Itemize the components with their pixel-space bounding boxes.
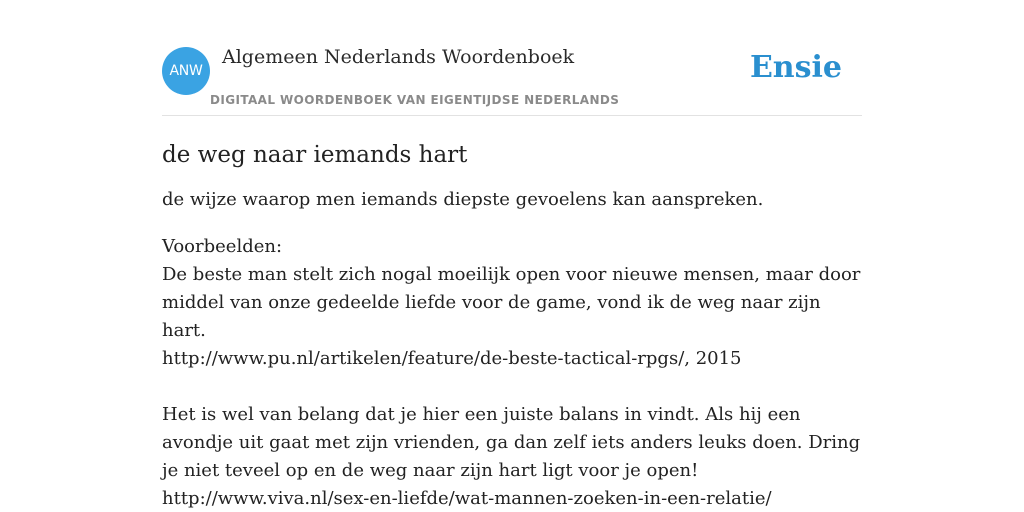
- example-source: http://www.pu.nl/artikelen/feature/de-beste-tactical-rpgs/, 2015: [162, 348, 742, 369]
- example-source: http://www.viva.nl/sex-en-liefde/wat-mannen-zoeken-in-een-relatie/: [162, 488, 772, 509]
- entry-headword: de weg naar iemands hart: [162, 142, 468, 168]
- ensie-brand-logo[interactable]: Ensie: [749, 50, 842, 85]
- site-subtitle: DIGITAAL WOORDENBOEK VAN EIGENTIJDSE NEDERLANDS: [210, 93, 620, 107]
- example-text: Het is wel van belang dat je hier een juiste balans in vindt. Als hij een avondje uit gaat met zijn vrienden, ga dan zelf iets anders leuks doen. Dring je niet teveel op en de weg naar zijn hart ligt voor je open!: [162, 404, 861, 481]
- site-title[interactable]: Algemeen Nederlands Woordenboek: [222, 46, 575, 68]
- header-divider: [162, 115, 862, 116]
- example-item: [162, 261, 862, 373]
- entry-definition: de wijze waarop men iemands diepste gevoelens kan aanspreken.: [162, 189, 764, 210]
- anw-logo[interactable]: ANW: [162, 47, 210, 95]
- examples-label: Voorbeelden:: [162, 236, 283, 257]
- entry-content: [162, 138, 862, 512]
- example-text: De beste man stelt zich nogal moeilijk open voor nieuwe mensen, maar door middel van onze gedeelde liefde voor de game, vond ik de weg naar zijn hart.: [162, 264, 861, 341]
- example-item: [162, 401, 862, 512]
